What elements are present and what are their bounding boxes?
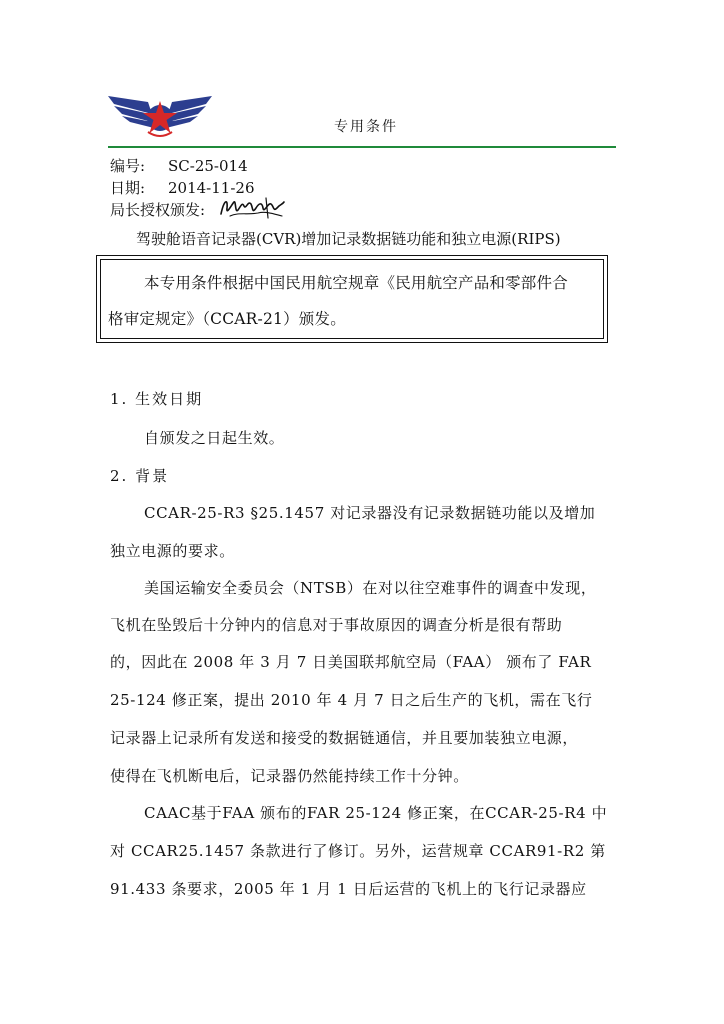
notice-line-1: 本专用条件根据中国民用航空规章《民用航空产品和零部件合: [144, 274, 568, 292]
paragraph-1-line-2: 独立电源的要求。: [110, 542, 235, 560]
paragraph-3-line-3: 91.433 条要求，2005 年 1 月 1 日后运营的飞机上的飞行记录器应: [110, 880, 587, 898]
date-value: 2014-11-26: [168, 179, 255, 197]
paragraph-2-line-5: 记录器上记录所有发送和接受的数据链通信，并且要加装独立电源，: [110, 729, 579, 747]
notice-box: [96, 255, 608, 343]
number-value: SC-25-014: [168, 157, 248, 175]
document-date: [110, 177, 254, 198]
paragraph-2-line-3: 的，因此在 2008 年 3 月 7 日美国联邦航空局（FAA） 颁布了 FAR: [110, 653, 592, 671]
signature-icon: [218, 196, 286, 220]
date-label: 日期:: [110, 179, 146, 197]
number-label: 编号:: [110, 157, 146, 175]
header-rule: [108, 146, 616, 148]
header-title: 专用条件: [334, 119, 398, 135]
document-title: 驾驶舱语音记录器(CVR)增加记录数据链功能和独立电源(RIPS): [136, 230, 561, 248]
paragraph-2-line-2: 飞机在坠毁后十分钟内的信息对于事故原因的调查分析是很有帮助: [110, 616, 563, 634]
section-1-heading: 1. 生效日期: [110, 390, 204, 408]
paragraph-3-line-1: CAAC基于FAA 颁布的FAR 25-124 修正案，在CCAR-25-R4 中: [144, 804, 608, 822]
caac-logo-icon: [108, 92, 212, 142]
issuer-line: [110, 199, 205, 220]
paragraph-2-line-1: 美国运输安全委员会（NTSB）在对以往空难事件的调查中发现，: [144, 579, 597, 597]
issuer-label: 局长授权颁发:: [110, 201, 206, 219]
paragraph-2-line-4: 25-124 修正案，提出 2010 年 4 月 7 日之后生产的飞机，需在飞行: [110, 691, 593, 709]
section-2-heading: 2. 背景: [110, 467, 170, 485]
section-1-text: 自颁发之日起生效。: [144, 429, 285, 447]
paragraph-2-line-6: 使得在飞机断电后，记录器仍然能持续工作十分钟。: [110, 767, 469, 785]
document-number: [110, 155, 248, 176]
notice-line-2: 格审定规定》（CCAR-21）颁发。: [108, 310, 346, 328]
paragraph-3-line-2: 对 CCAR25.1457 条款进行了修订。另外，运营规章 CCAR91-R2 第: [110, 842, 606, 860]
paragraph-1-line-1: CCAR-25-R3 §25.1457 对记录器没有记录数据链功能以及增加: [144, 504, 596, 522]
